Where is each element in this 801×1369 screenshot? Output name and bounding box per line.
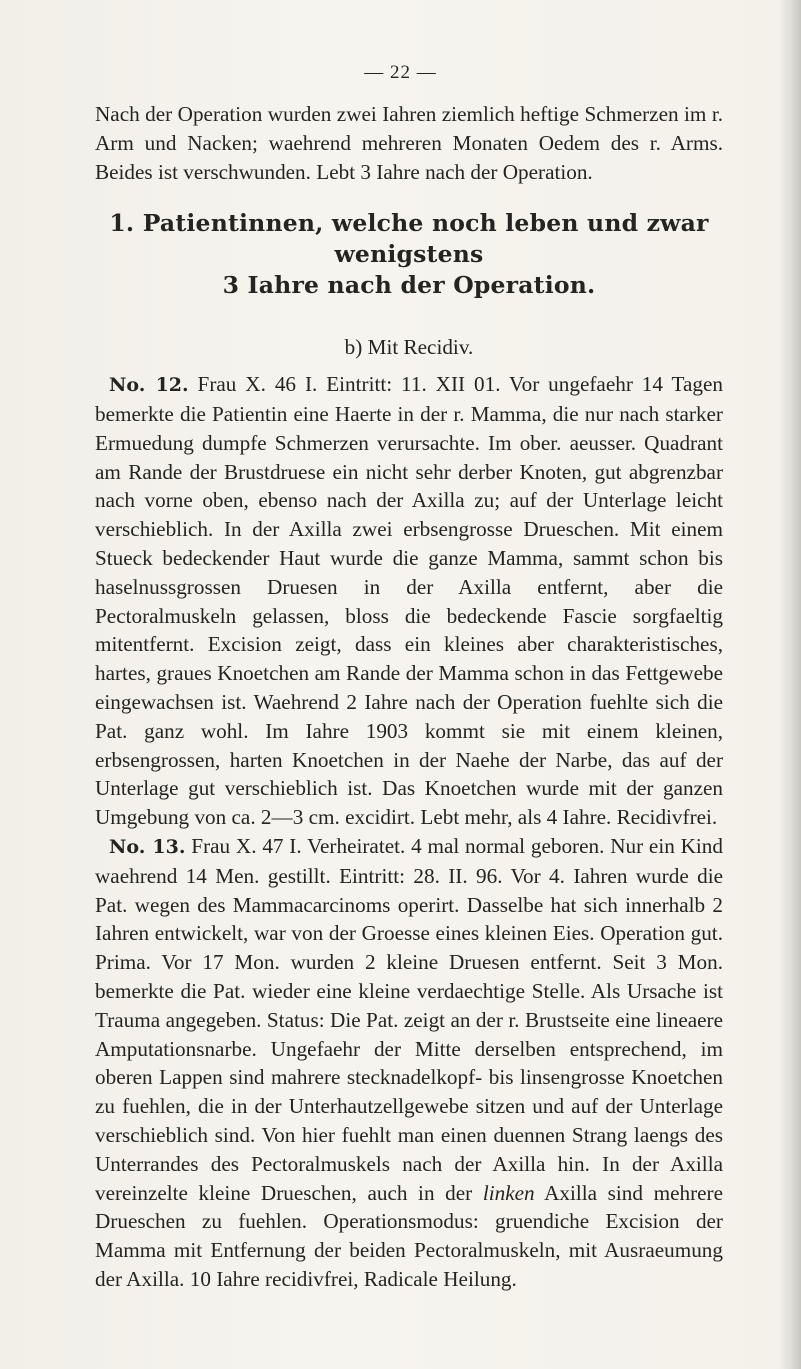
section-heading-line-1: 1. Patientinnen, welche noch leben und zwar wenigstens	[109, 209, 709, 269]
case-13-paragraph	[95, 832, 723, 1294]
case-13-number: No. 13.	[109, 835, 186, 858]
case-12-text: Frau X. 46 I. Eintritt: 11. XII 01. Vor ungefaehr 14 Tagen bemerkte die Patientin eine Haerte in der r. Mamma, die nur nach starker Ermuedung dumpfe Schmerzen verursachte. Im ober. aeusser. Quadrant am Rande der Brustdruese ein nicht sehr derber Knoten, gut abgrenzbar nach vorne oben, ebenso nach der Axilla zu; auf der Unterlage leicht verschieblich. In der Axilla zwei erbsengrosse Drueschen. Mit einem Stueck bedeckender Haut wurde die ganze Mamma, sammt schon bis haselnussgrossen Druesen in der Axilla entfernt, aber die Pectoralmuskeln gelassen, bloss die bedeckende Fascie sorgfaeltig mitentfernt. Excision zeigt, dass ein kleines aber charakteristisches, hartes, graues Knoetchen am Rande der Mamma schon in das Fettgewebe eingewachsen ist. Waehrend 2 Iahre nach der Operation fuehlte sich die Pat. ganz wohl. Im Iahre 1903 kommt sie mit einem kleinen, erbsengrossen, harten Knoetchen in der Naehe der Narbe, das auf der Unterlage gut verschieblich ist. Das Knoetchen wurde mit der ganzen Umgebung von ca. 2—3 cm. excidirt. Lebt mehr, als 4 Iahre. Recidivfrei.	[95, 372, 723, 830]
section-heading-line-2: 3 Iahre nach der Operation.	[222, 271, 596, 300]
section-heading	[95, 208, 723, 301]
case-13-text-before: Frau X. 47 I. Verheiratet. 4 mal normal geboren. Nur ein Kind waehrend 14 Men. gestillt. Eintritt: 28. II. 96. Vor 4. Iahren wurde die Pat. wegen des Mammacarcinoms operirt. Dasselbe hat sich innerhalb 2 Iahren entwickelt, war von der Groesse eines kleinen Eies. Operation gut. Prima. Vor 17 Mon. wurden 2 kleine Druesen entfernt. Seit 3 Mon. bemerkte die Pat. wieder eine kleine verdaechtige Stelle. Als Ursache ist Trauma angegeben. Status: Die Pat. zeigt an der r. Brustseite eine lineaere Amputationsnarbe. Ungefaehr der Mitte derselben entsprechend, im oberen Lappen sind mahrere stecknadelkopf- bis linsengrosse Knoetchen zu fuehlen, die in der Unterhautzellgewebe sitzen und auf der Unterlage verschieblich sind. Von hier fuehlt man einen duennen Strang laengs des Unterrandes des Pectoralmuskels nach der Axilla hin. In der Axilla vereinzelte kleine Drueschen, auch in der	[95, 833, 723, 1205]
page-number: — 22 —	[364, 62, 437, 83]
case-13-italic-word: linken	[482, 1180, 535, 1205]
page-content	[95, 100, 723, 1294]
case-12-paragraph	[95, 370, 723, 832]
intro-paragraph: Nach der Operation wurden zwei Iahren ziemlich heftige Schmerzen im r. Arm und Nacken; waehrend mehreren Monaten Oedem des r. Arms. Beides ist verschwunden. Lebt 3 Iahre nach der Operation.	[95, 102, 723, 184]
case-13-text-after: Axilla sind mehrere Drueschen zu fuehlen. Operationsmodus: gruendiche Excision der Mamma mit Entfernung der beiden Pectoralmuskeln, mit Ausraeumung der Axilla. 10 Iahre recidivfrei, Radicale Heilung.	[95, 1180, 723, 1291]
subheading: b) Mit Recidiv.	[344, 335, 474, 360]
case-12-number: No. 12.	[109, 374, 189, 397]
page-edge-shadow	[779, 0, 801, 1369]
